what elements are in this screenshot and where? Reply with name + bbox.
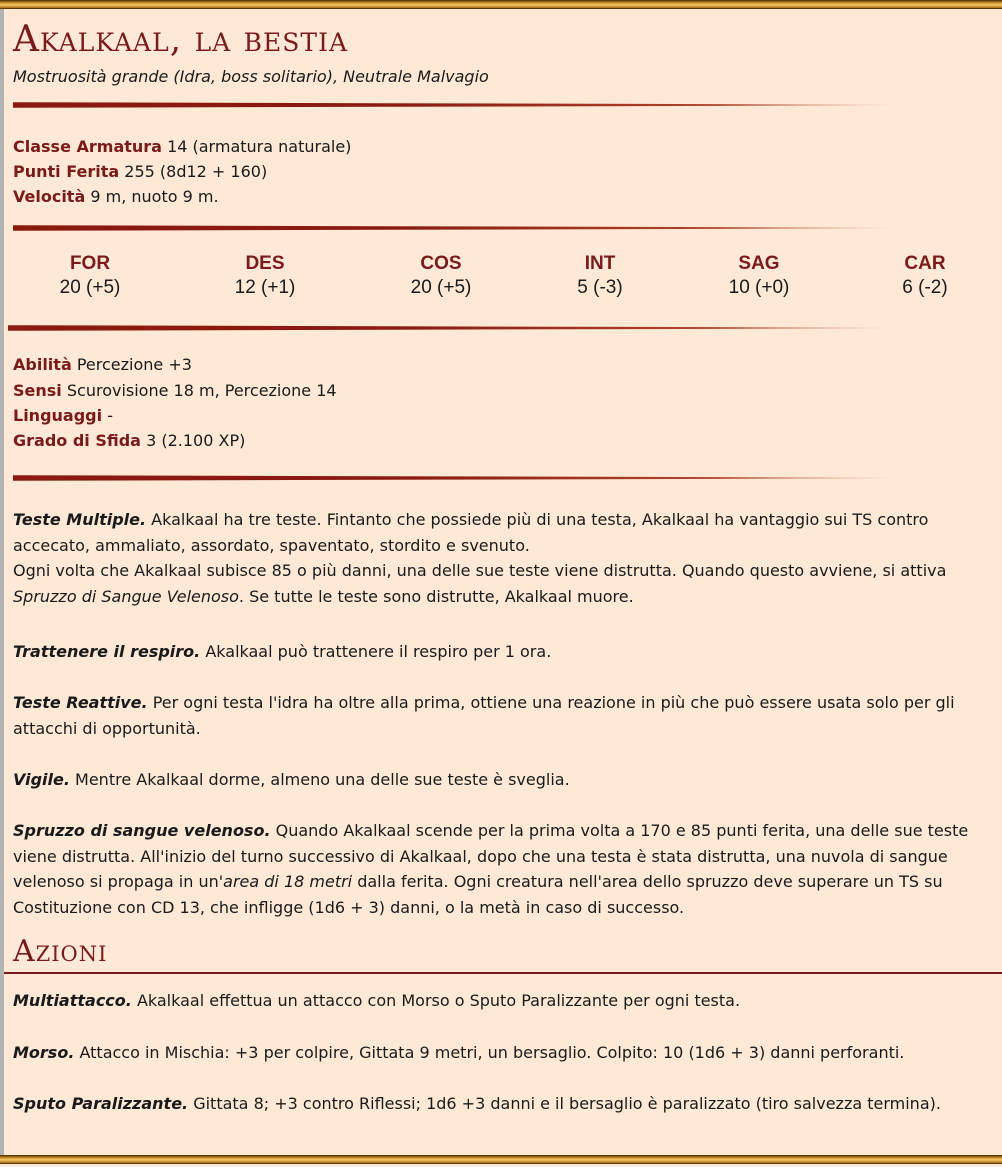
ability-value: 12 (+1)	[234, 277, 296, 298]
speed-label: Velocità	[13, 187, 86, 206]
languages	[13, 406, 113, 426]
ability-cha	[865, 252, 985, 300]
hit-points-label: Punti Ferita	[13, 162, 120, 181]
action-bite	[13, 1040, 991, 1066]
trait-text: Quando Akalkaal scende per la prima volta a 170 e 85 punti ferita, una delle sue teste viene distrutta. All'inizio del turno successivo di Akalkaal, dopo che una testa è stata distrutta, una nuvola di sangue velenoso si propaga in un'	[13, 821, 969, 891]
trait-reference: area di 18 metri	[223, 872, 353, 891]
ability-con	[381, 252, 501, 300]
trait-wakeful	[13, 767, 991, 793]
senses-label: Sensi	[13, 381, 62, 400]
trait-name: Vigile.	[13, 770, 70, 789]
trait-text: Ogni volta che Akalkaal subisce 85 o più danni, una delle sue teste viene distrutta. Quando questo avviene, si attiva	[13, 561, 947, 580]
armor-class-value: 14 (armatura naturale)	[167, 137, 352, 156]
ability-label: CAR	[904, 253, 946, 274]
ability-dex	[205, 252, 325, 300]
action-text: Attacco in Mischia: +3 per colpire, Gittata 9 metri, un bersaglio. Colpito: 10 (1d6 + 3) danni perforanti.	[74, 1043, 905, 1062]
trait-text: Akalkaal può trattenere il respiro per 1 ora.	[200, 642, 552, 661]
ability-int	[540, 252, 660, 300]
ability-label: INT	[584, 253, 616, 274]
ability-value: 6 (-2)	[902, 277, 948, 298]
creature-type: Mostruosità grande (Idra, boss solitario), Neutrale Malvagio	[13, 67, 489, 86]
top-border	[0, 0, 1002, 9]
trait-poison-spray	[13, 818, 991, 920]
action-multiattack	[13, 988, 991, 1014]
ability-scores	[13, 252, 993, 302]
senses	[13, 381, 337, 401]
trait-text: Mentre Akalkaal dorme, almeno una delle sue teste è sveglia.	[69, 770, 570, 789]
senses-value: Scurovisione 18 m, Percezione 14	[66, 381, 337, 400]
trait-reactive-heads	[13, 690, 991, 741]
action-name: Multiattacco.	[13, 991, 132, 1010]
ability-label: DES	[245, 253, 285, 274]
trait-text: Akalkaal ha tre teste. Fintanto che possiede più di una testa, Akalkaal ha vantaggio sui TS contro accecato, ammaliato, assordato, spaventato, stordito e svenuto.	[13, 510, 929, 555]
trait-hold-breath	[13, 639, 991, 665]
actions-divider	[4, 972, 1002, 974]
trait-multiple-heads	[13, 507, 991, 609]
action-text: Akalkaal effettua un attacco con Morso o Sputo Paralizzante per ogni testa.	[131, 991, 741, 1010]
trait-name: Teste Reattive.	[13, 693, 148, 712]
languages-label: Linguaggi	[13, 406, 103, 425]
creature-name: Akalkaal, la bestia	[13, 19, 349, 60]
armor-class	[13, 137, 351, 157]
trait-text: dalla ferita. Ogni creatura nell'area dello spruzzo deve superare un TS su Costituzione con CD 13, che infligge (1d6 + 3) danni, o la metà in caso di successo.	[13, 872, 943, 917]
armor-class-label: Classe Armatura	[13, 137, 162, 156]
bottom-border	[0, 1155, 1002, 1164]
trait-name: Trattenere il respiro.	[13, 642, 201, 661]
ability-value: 20 (+5)	[410, 277, 472, 298]
skills	[13, 355, 192, 375]
challenge-value: 3 (2.100 XP)	[146, 431, 246, 450]
ability-value: 5 (-3)	[577, 277, 623, 298]
languages-value: -	[107, 406, 113, 425]
speed-value: 9 m, nuoto 9 m.	[90, 187, 219, 206]
ability-str	[30, 252, 150, 300]
action-spit	[13, 1091, 991, 1117]
ability-label: SAG	[738, 253, 780, 274]
trait-text: . Se tutte le teste sono distrutte, Akalkaal muore.	[238, 586, 634, 606]
speed	[13, 187, 219, 207]
skills-label: Abilità	[13, 355, 72, 374]
trait-name: Spruzzo di sangue velenoso.	[13, 821, 271, 840]
challenge-label: Grado di Sfida	[13, 431, 141, 450]
action-name: Sputo Paralizzante.	[13, 1094, 189, 1113]
challenge-rating	[13, 431, 245, 451]
skills-value: Percezione +3	[76, 355, 192, 374]
divider-rule	[8, 324, 888, 332]
trait-reference: Spruzzo di Sangue Velenoso	[13, 586, 239, 606]
divider-rule	[13, 474, 893, 482]
trait-name: Teste Multiple.	[13, 510, 147, 529]
ability-value: 10 (+0)	[728, 277, 790, 298]
divider-rule	[13, 224, 893, 232]
hit-points-value: 255 (8d12 + 160)	[124, 162, 268, 181]
action-text: Gittata 8; +3 contro Riflessi; 1d6 +3 danni e il bersaglio è paralizzato (tiro salvezza termina).	[188, 1094, 941, 1113]
actions-heading: Azioni	[13, 934, 108, 969]
hit-points	[13, 162, 267, 182]
divider-rule	[13, 101, 893, 109]
ability-label: COS	[420, 253, 462, 274]
left-edge	[0, 9, 4, 1155]
ability-label: FOR	[69, 253, 111, 274]
trait-text: Per ogni testa l'idra ha oltre alla prima, ottiene una reazione in più che può essere usata solo per gli attacchi di opportunità.	[13, 693, 955, 738]
ability-wis	[699, 252, 819, 300]
action-name: Morso.	[13, 1043, 75, 1062]
ability-value: 20 (+5)	[59, 277, 121, 298]
